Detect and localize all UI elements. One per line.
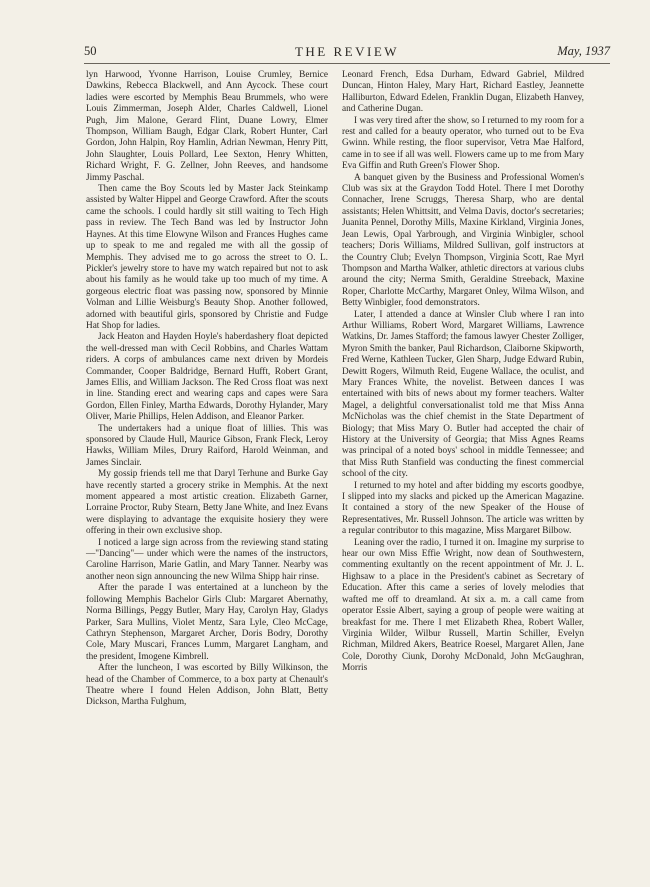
paragraph: Then came the Boy Scouts led by Master Jack Steinkamp assisted by Walter Hippel and George Crawford. After the scouts came the schools. I could hardly sit still waiting to Tech High pass in review. The Tech Band was led by Instructor John Haynes. At this time Elowyne Wilson and Frances Hughes came up to speak to me and regaled me with all the gossip of Memphis. They advised me to go across the street to O. L. Pickler's jewelry store to have my watch repaired but not to ask about his family as he would take up too much of my time. A gorgeous electric float was passing now, sponsored by Minnie Volman and Lillie Weisburg's Beauty Shop. Another followed, adorned with beautiful girls, sponsored by Christie and Fudge Hat Shop for ladies. (86, 184, 328, 331)
header-rule (84, 63, 610, 64)
paragraph: A banquet given by the Business and Professional Women's Club was six at the Graydon Todd Hotel. There I met Dorothy Connacher, Irene Scruggs, Theresa Sharp, who are dental assistants; Helen Whittsitt, and Velma Davis, doctor's secretaries; Juanita Pennel, Dorothy Mills, Maxine Kirkland, Virginia Jones, Jean Lewis, Opal Yarbrough, and Virginia Winbigler, school teachers; Doris Williams, Mildred Sullivan, golf instructors at the Country Club; Evelyn Thompson, Virginia Scott, Rae Myrl Thompson and Martha Walker, athletic directors at various clubs around the city; Nerma Smith, Geraldine Streeback, Maxine Roper, Charlotte McCarthy, Margaret Onley, Wilma Wilson, and Betty Winbigler, food demonstrators. (342, 172, 584, 309)
paragraph: My gossip friends tell me that Daryl Terhune and Burke Gay have recently started a grocery strike in Memphis. At the next moment appeared a most artistic creation. Elizabeth Garner, Lorraine Proctor, Ruby Stearn, Betty Jane White, and Inez Evans were displaying to advantage the exquisite hosiery they were offering in their own exclusive shop. (86, 469, 328, 537)
right-column (342, 70, 584, 675)
paragraph: The undertakers had a unique float of lillies. This was sponsored by Claude Hull, Maurice Gibson, Frank Fleck, Leroy Hawks, William Miles, Drury Raiford, Harold Weinman, and James Sinclair. (86, 423, 328, 468)
paragraph: Leaning over the radio, I turned it on. Imagine my surprise to hear our own Miss Effie Wright, now dean of Southwestern, commenting exultantly on the recent appointment of Mr. J. L. Highsaw to a place in the President's cabinet as Secretary of Education. After this came a series of lovely melodies that wafted me off to dreamland. At six a. m. a call came from operator Essie Albert, saying a group of people were waiting at breakfast for me. There I met Elizabeth Rhea, Robert Waller, Virginia Wilder, Wilbur Russell, Martin Schiller, Evelyn Richman, Mildred Akers, Beatrice Roesel, Margaret Allen, Jane Cole, Dorothy Ciunk, Dorohy McDonald, John McGaughran, Morris (342, 537, 584, 674)
paragraph: Jack Heaton and Hayden Hoyle's haberdashery float depicted the well-dressed man with Cecil Robbins, and Charles Wattam riders. A corps of ambulances came next driven by Mordeis Commander, Cooper Baldridge, Bernard Hufft, Robert Grant, James Ellis, and William Jackson. The Red Cross float was next in line. Standing erect and wearing caps and capes were Sara Gordon, Ellen Finley, Martha Edwards, Dorothy Hylander, Mary Oliver, Marie Phillips, Helen Addison, and Eleanor Parker. (86, 332, 328, 423)
publication-title: THE REVIEW (294, 44, 400, 59)
paragraph: After the parade I was entertained at a luncheon by the following Memphis Bachelor Girls Club: Margaret Abernathy, Norma Billings, Peggy Butler, Mary Hay, Carolyn Hay, Gladys Parker, Sara Mullins, Violet Mentz, Sara Lyle, Cleo McCage, Cathryn Stephenson, Margaret Archer, Doris Bodry, Dorothy Cole, Mary Muscari, Frances Lumm, Margaret Langham, and the president, Imogene Kimbrell. (86, 583, 328, 662)
paragraph: Later, I attended a dance at Winsler Club where I ran into Arthur Williams, Robert Word, Margaret Williams, Lawrence Watkins, Dr. James Stafford; the famous lawyer Chester Zolliger, Myron Smith the banker, Paul Richardson, Claiborne Skipworth, Fred Werne, Kathleen Tucker, Glen Sharp, Judge Edward Rubin, Dewitt Rogers, Wilmuth Reid, Eugene Wallace, the oculist, and Mary Frances White, the novelist. Between dances I was entertained with bits of news about my former teachers. Walter Magel, a delightful conversationalist told me that Miss Anna McNicholas was the chief chemist in the State Department of Biology; that Miss Mary O. Butler had accepted the chair of History at the University of Georgia; that Miss Agnes Reams was principal of a noted boys' school in middle Tennessee; and that Miss Ruth Stanfield was conducting the finest commercial school of the city. (342, 309, 584, 480)
page-number: 50 (84, 44, 97, 58)
left-column (86, 70, 328, 709)
paragraph: lyn Harwood, Yvonne Harrison, Louise Crumley, Bernice Dawkins, Rebecca Blackwell, and Ann Aycock. These court ladies were escorted by Memphis Beau Brummels, who were Louis Zimmerman, Joseph Alder, Charles Caldwell, Lionel Pugh, Jim Malone, Gerard Flint, Duane Lowry, Elmer Thompson, William Baugh, Edgar Clark, Robert Hunter, Carl Gordon, John Halpin, Roy Hamlin, Adrian Newman, Henry Pitt, John Slaughter, Louis Pollard, Lee Sexton, Henry Whitten, Richard Wright, F. G. Zellner, John Reeves, and handsome Jimmy Paschal. (86, 70, 328, 183)
paragraph: I was very tired after the show, so I returned to my room for a rest and called for a beauty operator, who turned out to be Eva Gwinn. While resting, the floor supervisor, Vetra Mae Halford, came in to see if all was well. Flowers came up to me from Mary Eva Giffin and Ruth Green's Flower Shop. (342, 115, 584, 172)
paragraph: I returned to my hotel and after bidding my escorts goodbye, I slipped into my slacks and picked up the American Magazine. It contained a story of the new Speaker of the House of Representatives, Mr. Russell Johnson. The article was written by a regular contributor to this magazine, Miss Margaret Bilbow. (342, 480, 584, 537)
paragraph: I noticed a large sign across from the reviewing stand stating —"Dancing"— under which were the names of the instructors, Caroline Harrison, Marie Gatlin, and Mary Tanner. Nearby was another neon sign announcing the new Wilma Shipp hair rinse. (86, 537, 328, 582)
issue-date: May, 1937 (557, 44, 610, 58)
paragraph: After the luncheon, I was escorted by Billy Wilkinson, the head of the Chamber of Commerce, to a box party at Chenault's Theatre where I found Helen Addison, John Blatt, Betty Dickson, Martha Fulghum, (86, 663, 328, 708)
page-header (84, 44, 610, 64)
paragraph: Leonard French, Edsa Durham, Edward Gabriel, Mildred Duncan, Hinton Haley, Mary Hart, Richard Eastley, Jeannette Halliburton, Edward Edelen, Franklin Dugan, Elizabeth Hanvey, and Catherine Dugan. (342, 70, 584, 115)
